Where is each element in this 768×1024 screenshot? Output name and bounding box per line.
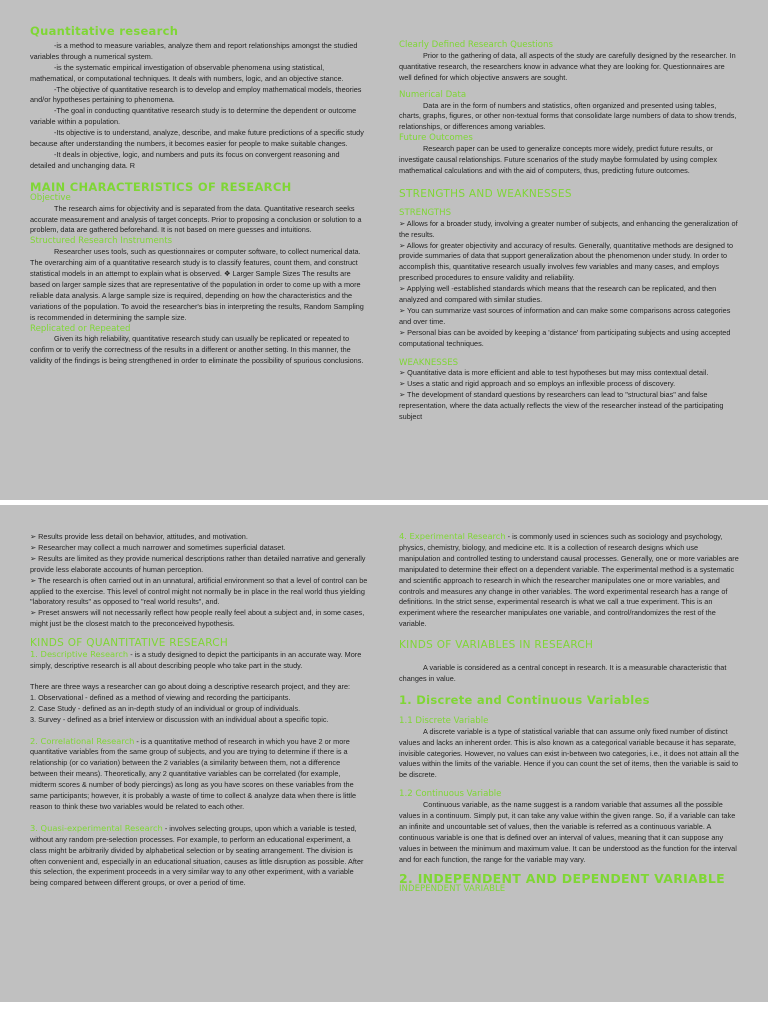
strength-item: ➢ Allows for greater objectivity and accuracy of results. Generally, quantitative methods are designed to provide summaries of data that support generalization about the phenomenon under study. In order to accomplish this, quantitative research usually involves few variables and many cases, and employs prescribed procedures to ensure validity and reliability. bbox=[399, 240, 734, 283]
strengths-weaknesses-heading: STRENGTHS AND WEAKNESSES bbox=[399, 187, 572, 200]
page1-left-column bbox=[30, 26, 366, 367]
kinds-quantitative-heading: KINDS OF QUANTITATIVE RESEARCH bbox=[30, 637, 229, 650]
quantitative-research-title: Quantitative research bbox=[30, 24, 179, 38]
intro-paragraph: -is a method to measure variables, analyze them and report relationships amongst the studied variables through a numerical system. bbox=[30, 40, 358, 61]
discrete-continuous-heading: 1. Discrete and Continuous Variables bbox=[399, 692, 650, 707]
strength-item: ➢ Applying well -established standards which means that the research can be replicated, and then analyzed and compared with similar studies. bbox=[399, 284, 717, 305]
clearly-defined-paragraph: Prior to the gathering of data, all aspects of the study are carefully designed by the researcher. In quantitative research, the researchers know in advance what they are looking for. Questionnaires are well defined for which objective answers are sought. bbox=[399, 50, 736, 82]
intro-paragraph: -The goal in conducting quantitative research study is to determine the dependent or outcome variable within a population. bbox=[30, 106, 357, 127]
weaknesses-heading: WEAKNESSES bbox=[399, 357, 459, 368]
quasi-experimental-text: - involves selecting groups, upon which a variable is tested, without any random pre-selection processes. For example, to perform an educational experiment, a class might be arbitrarily divided by alphabetical selection or by seating arrangement. The division is often convenient and, especially in an educational situation, causes as little disruption as possible. After this selection, the experiment proceeds in a very similar way to any other experiment, with a variable being compared between different groups, or over a period of time. bbox=[30, 823, 364, 888]
experimental-research-paragraph bbox=[399, 531, 739, 630]
continuous-variable-heading: 1.2 Continuous Variable bbox=[399, 789, 502, 800]
kinds-variables-heading: KINDS OF VARIABLES IN RESEARCH bbox=[399, 639, 594, 652]
structured-instruments-heading: Structured Research Instruments bbox=[30, 236, 173, 247]
future-outcomes-paragraph: Research paper can be used to generalize concepts more widely, predict future results, or investigate causal relationships. Future scenarios of the study maybe formulated by using complex mathematical calculations and with the aid of computers, thus, predicting future outcomes. bbox=[399, 144, 717, 175]
future-outcomes-heading: Future Outcomes bbox=[399, 133, 473, 144]
document-page-2 bbox=[0, 505, 768, 1002]
variable-definition: A variable is considered as a central concept in research. It is a measurable characteristic that changes in value. bbox=[399, 663, 727, 683]
descriptive-research-label: 1. Descriptive Research bbox=[30, 649, 129, 660]
intro-paragraph: -is the systematic empirical investigation of observable phenomena using statistical, mathematical, or computational techniques. It deals with numbers, logic, and an objective stance. bbox=[30, 62, 344, 83]
discrete-variable-heading: 1.1 Discrete Variable bbox=[399, 715, 489, 726]
clearly-defined-heading: Clearly Defined Research Questions bbox=[399, 40, 553, 50]
limitation-item: ➢ Preset answers will not necessarily reflect how people really feel about a subject and, in some cases, might just be the closest match to the preconceived hypothesis. bbox=[30, 608, 365, 629]
objective-paragraph: The research aims for objectivity and is separated from the data. Quantitative research seeks accurate measurement and analysis of target concepts. Prior to proposing a conclusion or solution to a problem, data are gathered beforehand. It is not based on mere guesses and intuitions. bbox=[30, 203, 362, 235]
page1-right-column bbox=[399, 40, 739, 423]
limitation-item: ➢ Results are limited as they provide numerical descriptions rather than detailed narrative and generally provide less elaborate accounts of human perception. bbox=[30, 553, 366, 574]
correlational-research-paragraph bbox=[30, 736, 368, 813]
correlational-research-label: 2. Correlational Research bbox=[30, 735, 135, 746]
weakness-item: ➢ Quantitative data is more efficient and able to test hypotheses but may miss contextual detail. bbox=[399, 368, 709, 378]
replicated-heading: Replicated or Repeated bbox=[30, 323, 131, 334]
main-characteristics-heading: MAIN CHARACTERISTICS OF RESEARCH bbox=[30, 179, 292, 194]
way-item: 1. Observational - defined as a method of viewing and recording the participants. bbox=[30, 692, 291, 702]
quasi-experimental-label: 3. Quasi-experimental Research bbox=[30, 822, 163, 833]
way-item: 3. Survey - defined as a brief interview or discussion with an individual about a specific topic. bbox=[30, 714, 329, 724]
weakness-item: ➢ Uses a static and rigid approach and so employs an inflexible process of discovery. bbox=[399, 379, 676, 389]
quasi-experimental-paragraph bbox=[30, 823, 368, 889]
strength-item: ➢ Personal bias can be avoided by keeping a 'distance' from participating subjects and using accepted computational techniques. bbox=[399, 327, 731, 348]
replicated-paragraph: Given its high reliability, quantitative research study can usually be replicated or repeated to confirm or to verify the correctness of the results in a different or another setting. In this manner, the validity of the findings is being strengthened in order to eliminate the possibility of spurious conclusions. bbox=[30, 334, 364, 366]
strengths-heading: STRENGTHS bbox=[399, 207, 452, 218]
experimental-research-label: 4. Experimental Research bbox=[399, 531, 506, 541]
strength-item: ➢ You can summarize vast sources of information and can make some comparisons across categories and over time. bbox=[399, 305, 731, 326]
limitation-item: ➢ Results provide less detail on behavior, attitudes, and motivation. bbox=[30, 532, 248, 541]
independent-dependent-heading: 2. INDEPENDENT AND DEPENDENT VARIABLE bbox=[399, 870, 726, 886]
strength-item: ➢ Allows for a broader study, involving a greater number of subjects, and enhancing the generalization of the results. bbox=[399, 218, 738, 239]
experimental-research-text: - is commonly used in sciences such as sociology and psychology, physics, chemistry, biology, and medicine etc. It is a collection of research designs which use manipulation and controlled testing to understand causal processes. Generally, one or more variables are manipulated to determine their effect on a dependent variable. The experimental method is a systematic and scientific approach to research in which the researcher manipulates one or more variables, and controls and measures any change in other variables. The word experimental research has a range of definitions. In the strict sense, experimental research is what we call a true experiment. This is an experiment where the researcher manipulates one variable, and control/randomizes the rest of the variable. bbox=[399, 532, 739, 629]
three-ways-intro: There are three ways a researcher can go about doing a descriptive research project, and they are: bbox=[30, 681, 351, 691]
limitation-item: ➢ The research is often carried out in an unnatural, artificial environment so that a level of control can be applied to the exercise. This level of control might not normally be in place in the real world thus yielding "laboratory results" as opposed to "real world results", and. bbox=[30, 575, 368, 607]
document-page-1 bbox=[0, 0, 768, 500]
numerical-data-paragraph: Data are in the form of numbers and statistics, often organized and presented using tables, charts, graphs, figures, or other non-textual forms that consolidate large numbers of data to show trends, relationships, or differences among variables. bbox=[399, 100, 737, 132]
limitation-item: ➢ Researcher may collect a much narrower and sometimes superficial dataset. bbox=[30, 542, 286, 552]
continuous-variable-paragraph: Continuous variable, as the name suggest is a random variable that assumes all the possible values in a continuum. Simply put, it can take any value within the given range. So, if a variable can take an infinite and uncountable set of values, then the variable is referred as a continuous variable. A continuous variable is one that is defined over an interval of values, meaning that it can suppose any values in between the minimum and maximum value. It can be understood as the function for the interval and for each function, the range for the variable may vary. bbox=[399, 800, 737, 864]
intro-paragraph: -The objective of quantitative research is to develop and employ mathematical models, theories and/or hypotheses pertaining to phenomena. bbox=[30, 84, 362, 105]
page2-right-column bbox=[399, 531, 739, 895]
weakness-item: ➢ The development of standard questions by researchers can lead to "structural bias" and false representation, where the data actually reflects the view of the researcher instead of the participating subject bbox=[399, 390, 724, 422]
structured-instruments-paragraph: Researcher uses tools, such as questionnaires or computer software, to collect numerical data. The overarching aim of a quantitative research study is to classify features, count them, and construct statistical models in an attempt to explain what is observed. ❖ Larger Sample Sizes The results are based on larger sample sizes that are representative of the population in order to come up with a more reliable data analysis. A large sample size is required, depending on how the characteristics and the variations of the population. To avoid the researcher's bias in interpreting the results, Random Sampling is recommended in determining the sample size. bbox=[30, 247, 364, 322]
page2-left-column bbox=[30, 532, 368, 889]
numerical-data-heading: Numerical Data bbox=[399, 89, 467, 100]
descriptive-research-text: - is a study designed to depict the participants in an accurate way. More simply, descriptive research is all about describing people who take part in the study. bbox=[30, 650, 362, 670]
correlational-research-text: - is a quantitative method of research in which you have 2 or more quantitative variables from the same group of subjects, and you are trying to determine if there is a relationship (or co variation) between the 2 variables (a similarity between them, not a difference between their means). Theoretically, any 2 quantitative variables can be correlated (for example, midterm scores & number of body piercings) as long as you have scores on these variables from the same participants; however, it is probably a waste of time to collect & analyze data when there is little reason to think these two variables would be related to each other. bbox=[30, 736, 357, 811]
intro-paragraph: -Its objective is to understand, analyze, describe, and make future predictions of a specific study because after understanding the numbers, it becomes easier for people to make suitable changes. bbox=[30, 128, 364, 149]
intro-paragraph: -It deals in objective, logic, and numbers and puts its focus on convergent reasoning and detailed and unchanging data. R bbox=[30, 149, 340, 170]
objective-heading: Objective bbox=[30, 192, 71, 203]
independent-variable-heading: INDEPENDENT VARIABLE bbox=[399, 884, 506, 895]
discrete-variable-paragraph: A discrete variable is a type of statistical variable that can assume only fixed number of distinct values and lacks an inherent order. This is also known as a categorical variable because it has separate, invisible categories. However, no values can exist in-between two categories, i.e., it does not attain all the values within the limits of the variable. Hence if you can count the set of items, then the variable is said to be discrete. bbox=[399, 726, 739, 780]
way-item: 2. Case Study - defined as an in-depth study of an individual or group of individuals. bbox=[30, 703, 301, 713]
descriptive-research-paragraph bbox=[30, 649, 368, 672]
